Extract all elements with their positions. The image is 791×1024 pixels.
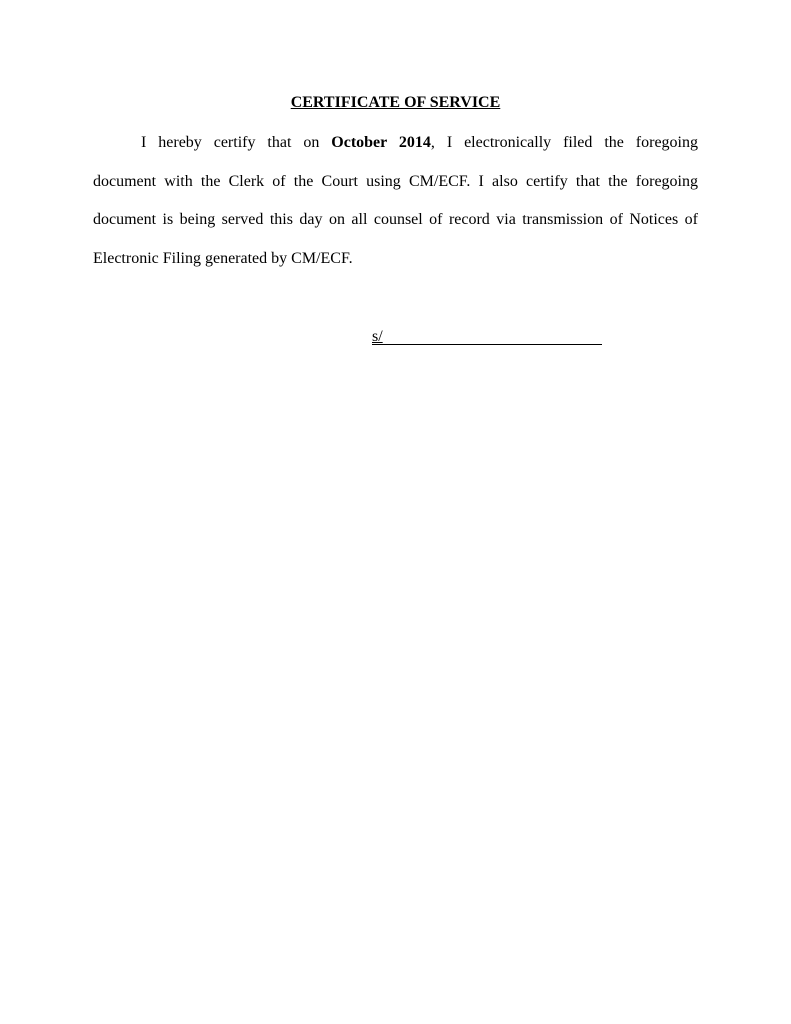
line1-prefix: I hereby certify that on <box>141 134 332 151</box>
paragraph-line-4: Electronic Filing generated by CM/ECF. <box>93 250 353 267</box>
filing-date: October 2014 <box>331 134 431 151</box>
signature-prefix: s/ <box>372 328 383 345</box>
line1-suffix: , I electronically filed the foregoing <box>430 134 699 151</box>
paragraph-line-3: document is being served this day on all counsel of record via transmission of Notices of <box>93 211 698 228</box>
signature-block <box>372 326 602 348</box>
certificate-title: CERTIFICATE OF SERVICE <box>290 94 501 111</box>
signature-line <box>372 344 602 345</box>
paragraph-line-1 <box>141 132 698 154</box>
paragraph-line-2: document with the Clerk of the Court using CM/ECF. I also certify that the foregoing <box>93 173 698 190</box>
